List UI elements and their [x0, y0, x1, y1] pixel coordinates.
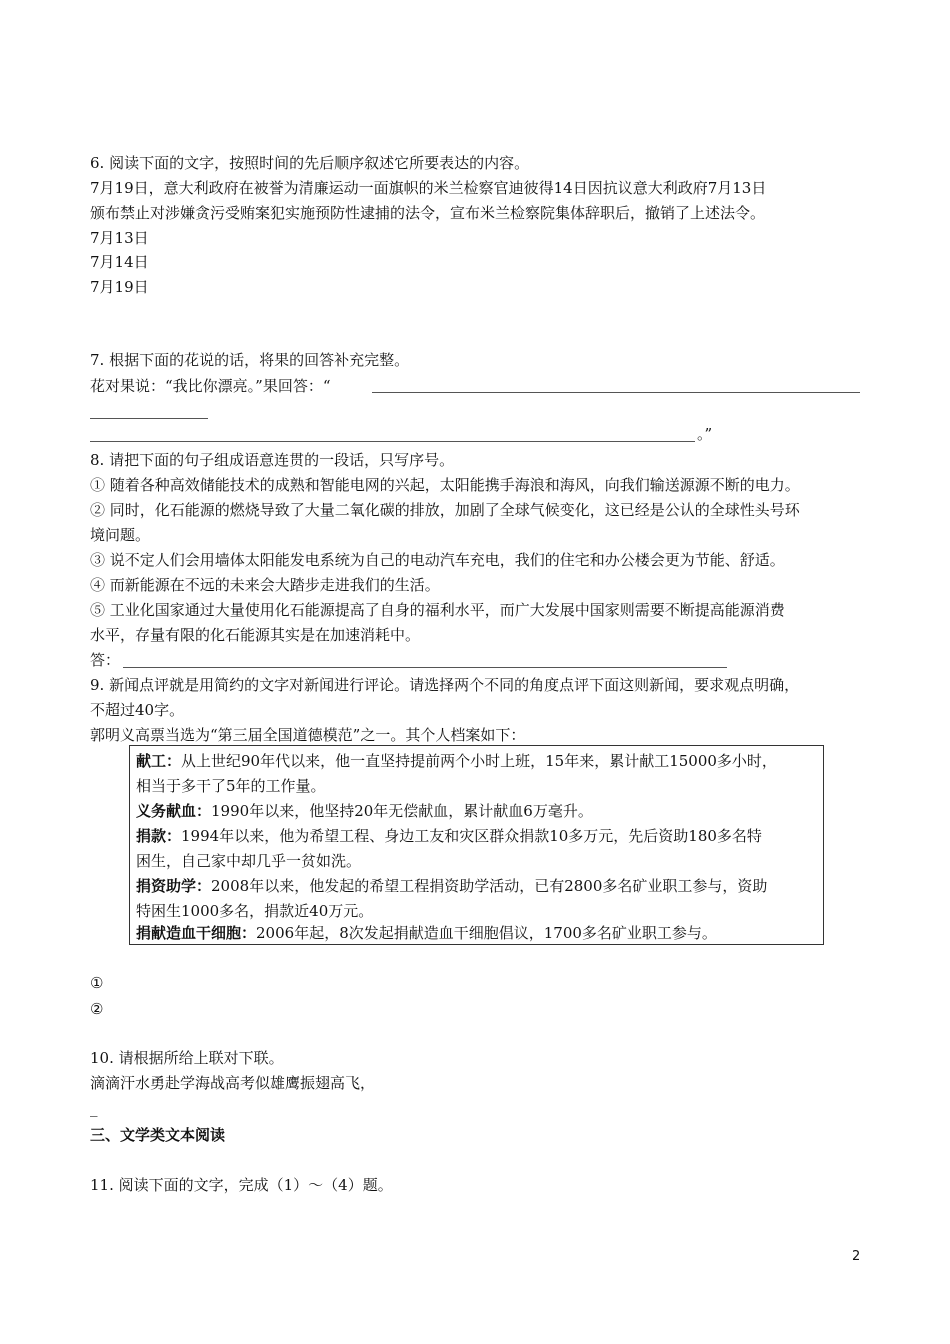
- q8-sentence-2b: 境问题。: [90, 526, 151, 544]
- profile-text-4b: 特困生1000多名，捐款近40万元。: [136, 902, 374, 920]
- q10-prompt: 10. 请根据所给上联对下联。: [90, 1049, 284, 1067]
- page-number: 2: [852, 1249, 861, 1264]
- profile-text-1b: 相当于多干了5年的工作量。: [136, 777, 326, 795]
- q11-prompt: 11. 阅读下面的文字，完成（1）～（4）题。: [90, 1176, 393, 1194]
- profile-row-2: [136, 800, 593, 822]
- q7-prompt: 7. 根据下面的花说的话，将果的回答补充完整。: [90, 351, 410, 369]
- q8-sentence-5b: 水平，存量有限的化石能源其实是在加速消耗中。: [90, 626, 421, 644]
- q8-sentence-3: ③ 说不定人们会用墙体太阳能发电系统为自己的电动汽车充电，我们的住宅和办公楼会更为节能、舒适。: [90, 551, 785, 569]
- q7-answer-blank-2: [90, 418, 208, 419]
- q7-line: 花对果说：“我比你漂亮。”果回答：“: [90, 377, 331, 395]
- profile-text-3a: 1994年以来，他为希望工程、身边工友和灾区群众捐款10多万元，先后资助180多名特: [181, 827, 762, 845]
- q8-sentence-4: ④ 而新能源在不远的未来会大踏步走进我们的生活。: [90, 576, 440, 594]
- profile-text-5a: 2006年起，8次发起捐献造血干细胞倡议，1700多名矿业职工参与。: [256, 924, 717, 942]
- q6-date-3: 7月19日: [90, 278, 149, 296]
- q8-sentence-5a: ⑤ 工业化国家通过大量使用化石能源提高了自身的福利水平，而广大发展中国家则需要不断提高能源消费: [90, 601, 785, 619]
- q6-text-line2: 颁布禁止对涉嫌贪污受贿案犯实施预防性逮捕的法令，宣布米兰检察院集体辞职后，撤销了上述法令。: [90, 204, 766, 222]
- q6-prompt: 6. 阅读下面的文字，按照时间的先后顺序叙述它所要表达的内容。: [90, 154, 530, 172]
- q9-intro: 郭明义高票当选为“第三届全国道德模范”之一。其个人档案如下：: [90, 726, 526, 744]
- profile-label-1: 献工：: [136, 752, 182, 770]
- q7-answer-blank-3: [90, 441, 695, 442]
- q7-answer-blank-1: [372, 392, 860, 393]
- q8-answer-blank: [123, 667, 727, 668]
- profile-label-3: 捐款：: [136, 827, 182, 845]
- profile-text-1a: 从上世纪90年代以来，他一直坚持提前两个小时上班，15年来，累计献工15000多小时，: [181, 752, 777, 770]
- q8-prompt: 8. 请把下面的句子组成语意连贯的一段话，只写序号。: [90, 451, 455, 469]
- q10-upper-couplet: 滴滴汗水勇赴学海战高考似雄鹰振翅高飞，: [90, 1074, 376, 1092]
- q10-answer-blank: _: [90, 1099, 98, 1117]
- profile-label-4: 捐资助学：: [136, 877, 212, 895]
- profile-label-2: 义务献血：: [136, 802, 212, 820]
- profile-text-4a: 2008年以来，他发起的希望工程捐资助学活动，已有2800多名矿业职工参与，资助: [211, 877, 768, 895]
- profile-text-3b: 困生，自己家中却几乎一贫如洗。: [136, 852, 362, 870]
- q7-end: 。”: [697, 425, 713, 443]
- q9-prompt-b: 不超过40字。: [90, 701, 185, 719]
- q6-date-2: 7月14日: [90, 253, 149, 271]
- q9-answer-1: ①: [90, 974, 104, 992]
- profile-box: [129, 745, 824, 945]
- profile-row-3: [136, 825, 762, 847]
- q6-date-1: 7月13日: [90, 229, 149, 247]
- q9-prompt-a: 9. 新闻点评就是用简约的文字对新闻进行评论。请选择两个不同的角度点评下面这则新闻，要求观点明确，: [90, 676, 800, 694]
- profile-text-2a: 1990年以来，他坚持20年无偿献血，累计献血6万毫升。: [211, 802, 593, 820]
- section-3-heading: 三、文学类文本阅读: [90, 1126, 226, 1144]
- profile-row-5: [136, 922, 717, 944]
- profile-row-4: [136, 875, 767, 897]
- profile-row-1: [136, 750, 777, 772]
- q8-sentence-2a: ② 同时，化石能源的燃烧导致了大量二氧化碳的排放，加剧了全球气候变化，这已经是公认的全球性头号环: [90, 501, 800, 519]
- q6-text-line1: 7月19日，意大利政府在被誉为清廉运动一面旗帜的米兰检察官迪彼得14日因抗议意大利政府7月13日: [90, 179, 767, 197]
- q8-answer-label: 答：: [90, 651, 121, 669]
- profile-label-5: 捐献造血干细胞：: [136, 924, 257, 942]
- q9-answer-2: ②: [90, 1000, 104, 1018]
- q8-sentence-1: ① 随着各种高效储能技术的成熟和智能电网的兴起，太阳能携手海浪和海风，向我们输送源源不断的电力。: [90, 476, 800, 494]
